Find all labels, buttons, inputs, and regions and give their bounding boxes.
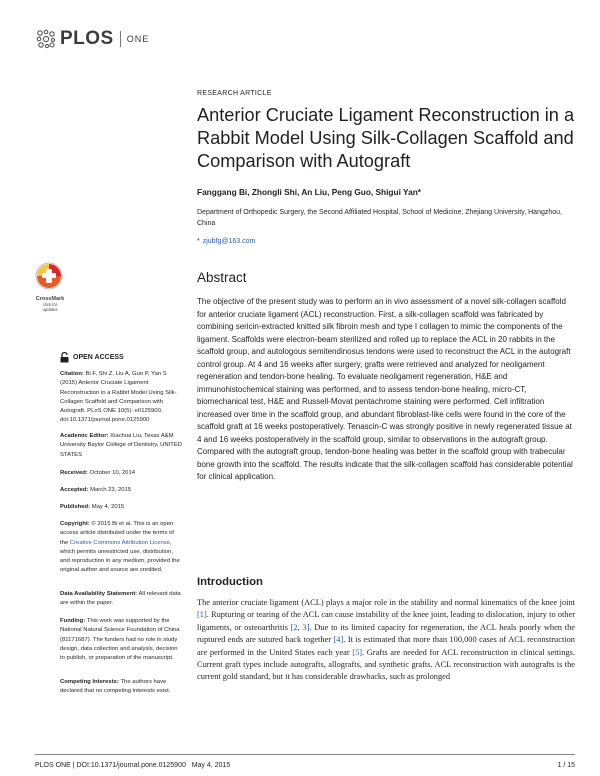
logo-journal: ONE xyxy=(126,34,150,44)
funding-text: This work was supported by the National Natural Science Foundation of China (81171687). The funders had no role in study design, data collection and analysis, decision to publish, or preparation of the manuscript. xyxy=(60,618,180,662)
accepted-block xyxy=(60,486,182,495)
plos-dots-icon xyxy=(36,29,56,49)
copyright-text-end: , which permits unrestricted use, distribution, and reproduction in any medium, provided the original author and source are credited. xyxy=(60,539,180,574)
funding-block xyxy=(60,617,182,663)
reference-link[interactable]: [4] xyxy=(333,635,344,645)
intro-text-5: . It is estimated that more than 100,000 cases of ACL reconstruction are performed in the United States each year xyxy=(197,635,575,657)
introduction-heading: Introduction xyxy=(197,576,263,588)
logo-word: PLOS xyxy=(60,28,114,49)
editor-label: Academic Editor: xyxy=(60,433,109,439)
article-type: RESEARCH ARTICLE xyxy=(197,90,272,97)
author-list: Fanggang Bi, Zhongli Shi, An Liu, Peng Guo, Shigui Yan* xyxy=(197,187,422,197)
received-label: Received: xyxy=(60,470,88,476)
competing-interests-text: The authors have declared that no competing interests exist. xyxy=(60,679,171,695)
license-link[interactable]: Creative Commons Attribution License xyxy=(69,539,171,546)
crossmark-label: CrossMark xyxy=(35,296,65,302)
intro-text-4: . Due to its limited capacity for regeneration, the ACL heals poorly when the ruptured ends are sutured back together xyxy=(197,622,575,645)
intro-text-3: , xyxy=(297,622,303,632)
accepted-label: Accepted: xyxy=(60,487,89,493)
correspondence-star: * xyxy=(197,238,200,245)
introduction-text xyxy=(197,597,575,684)
editor-block xyxy=(60,432,182,460)
published-block xyxy=(60,503,182,512)
received-block xyxy=(60,469,182,478)
published-label: Published: xyxy=(60,504,91,510)
intro-text-1: The anterior cruciate ligament (ACL) plays a major role in the stability and normal kinematics of the knee joint xyxy=(197,598,575,607)
data-availability-text: All relevant data are within the paper. xyxy=(60,591,181,607)
intro-text-2: . Rupturing or tearing of the ACL can cause instability of the knee joint, leading to dislocation, injury to other ligaments, or osteoarthritis xyxy=(197,610,575,632)
correspondence-email-link[interactable]: zjubfg@163.com xyxy=(202,238,256,245)
citation-block xyxy=(60,370,182,426)
accepted-text: March 23, 2015 xyxy=(90,487,132,493)
funding-label: Funding: xyxy=(60,618,86,624)
reference-link[interactable]: [1] xyxy=(197,610,207,620)
reference-link[interactable]: [2 xyxy=(290,622,298,632)
crossmark-badge[interactable] xyxy=(35,262,65,312)
crossmark-icon xyxy=(35,262,63,290)
article-title: Anterior Cruciate Ligament Reconstruction in a Rabbit Model Using Silk-Collagen Scaffold and Comparison with Autograft xyxy=(197,105,575,171)
open-access-badge xyxy=(60,352,124,363)
open-access-label: OPEN ACCESS xyxy=(73,354,124,361)
copyright-label: Copyright: xyxy=(60,521,90,527)
abstract-heading: Abstract xyxy=(197,270,247,285)
logo-divider xyxy=(120,31,121,47)
reference-link[interactable]: 3] xyxy=(302,622,310,632)
data-availability-label: Data Availability Statement: xyxy=(60,591,138,597)
citation-text: Bi F, Shi Z, Liu A, Guo P, Yan S (2015) Anterior Cruciate Ligament Reconstruction in a Rabbit Model Using Silk-Collagen Scaffold and Comparison with Autograft. PLoS ONE 10(5): e0125900. doi:10.1371/journal.pone.0125900 xyxy=(60,371,177,424)
editor-text: Xiachua Liu, Texas A&M University Baylor College of Dentistry, UNITED STATES xyxy=(60,433,182,458)
data-availability-block xyxy=(60,590,182,609)
copyright-text: © 2015 Bi et al. This is an open access article distributed under the terms of the xyxy=(60,521,174,546)
footer-divider xyxy=(35,754,575,755)
copyright-block xyxy=(60,520,182,576)
intro-text-6: . Grafts are needed for ACL reconstruction in clinical settings. Current graft types include autografts, allografts, and synthetic grafts. ACL reconstruction with autografts is the current gold standard, but it has considerable drawbacks, such as prolonged xyxy=(197,647,575,682)
crossmark-sublabel: click for updates xyxy=(42,302,58,312)
abstract-text: The objective of the present study was to perform an in vivo assessment of a novel silk-collagen scaffold for anterior cruciate ligament (ACL) reconstruction. First, a silk-collagen scaffold was fabricated by combining sericin-extracted knitted silk fibroin mesh and type I collagen to mimic the components of the ligament. Scaffolds were electron-beam sterilized and rolled up to replace the ACL in 20 rabbits in the scaffold group, and autologous semitendinosus tendons were used to reconstruct the ACL in the autograft control group. At 4 and 16 weeks after surgery, grafts were retrieved and analyzed for neoligament regeneration and tendon-bone healing. To evaluate neoligament regeneration, H&E and immunohistochemical staining was performed, and to assess tendon-bone healing, micro-CT, biomechanical test, H&E and Russell-Movat pentachrome staining were performed. Cell infiltration increased over time in the scaffold group, and abundant fibroblast-like cells were found in the core of the scaffold graft at 16 weeks postoperatively. Tenascin-C was strongly positive in newly regenerated tissue at 4 and 16 weeks postoperatively in the scaffold group, similar to observations in the autograft group. Compared with the autograft group, tendon-bone healing was better in the scaffold group with trabecular bone growth into the scaffold. The results indicate that the silk-collagen scaffold has considerable potential for clinical application. xyxy=(197,297,573,481)
plos-one-logo[interactable] xyxy=(36,26,149,52)
page-number: 1 / 15 xyxy=(557,762,575,769)
citation-label: Citation: xyxy=(60,371,84,377)
competing-interests-block xyxy=(60,678,182,697)
published-text: May 4, 2015 xyxy=(91,504,125,510)
received-text: October 10, 2014 xyxy=(89,470,136,476)
affiliation: Department of Orthopedic Surgery, the Second Affiliated Hospital, School of Medicine, Zhejiang University, Hangzhou, China xyxy=(197,209,562,227)
open-lock-icon xyxy=(60,352,69,363)
reference-link[interactable]: [5] xyxy=(352,647,363,657)
competing-interests-label: Competing Interests: xyxy=(60,679,119,685)
footer-citation: PLOS ONE | DOI:10.1371/journal.pone.0125900 May 4, 2015 xyxy=(35,762,231,769)
correspondence xyxy=(197,238,255,245)
